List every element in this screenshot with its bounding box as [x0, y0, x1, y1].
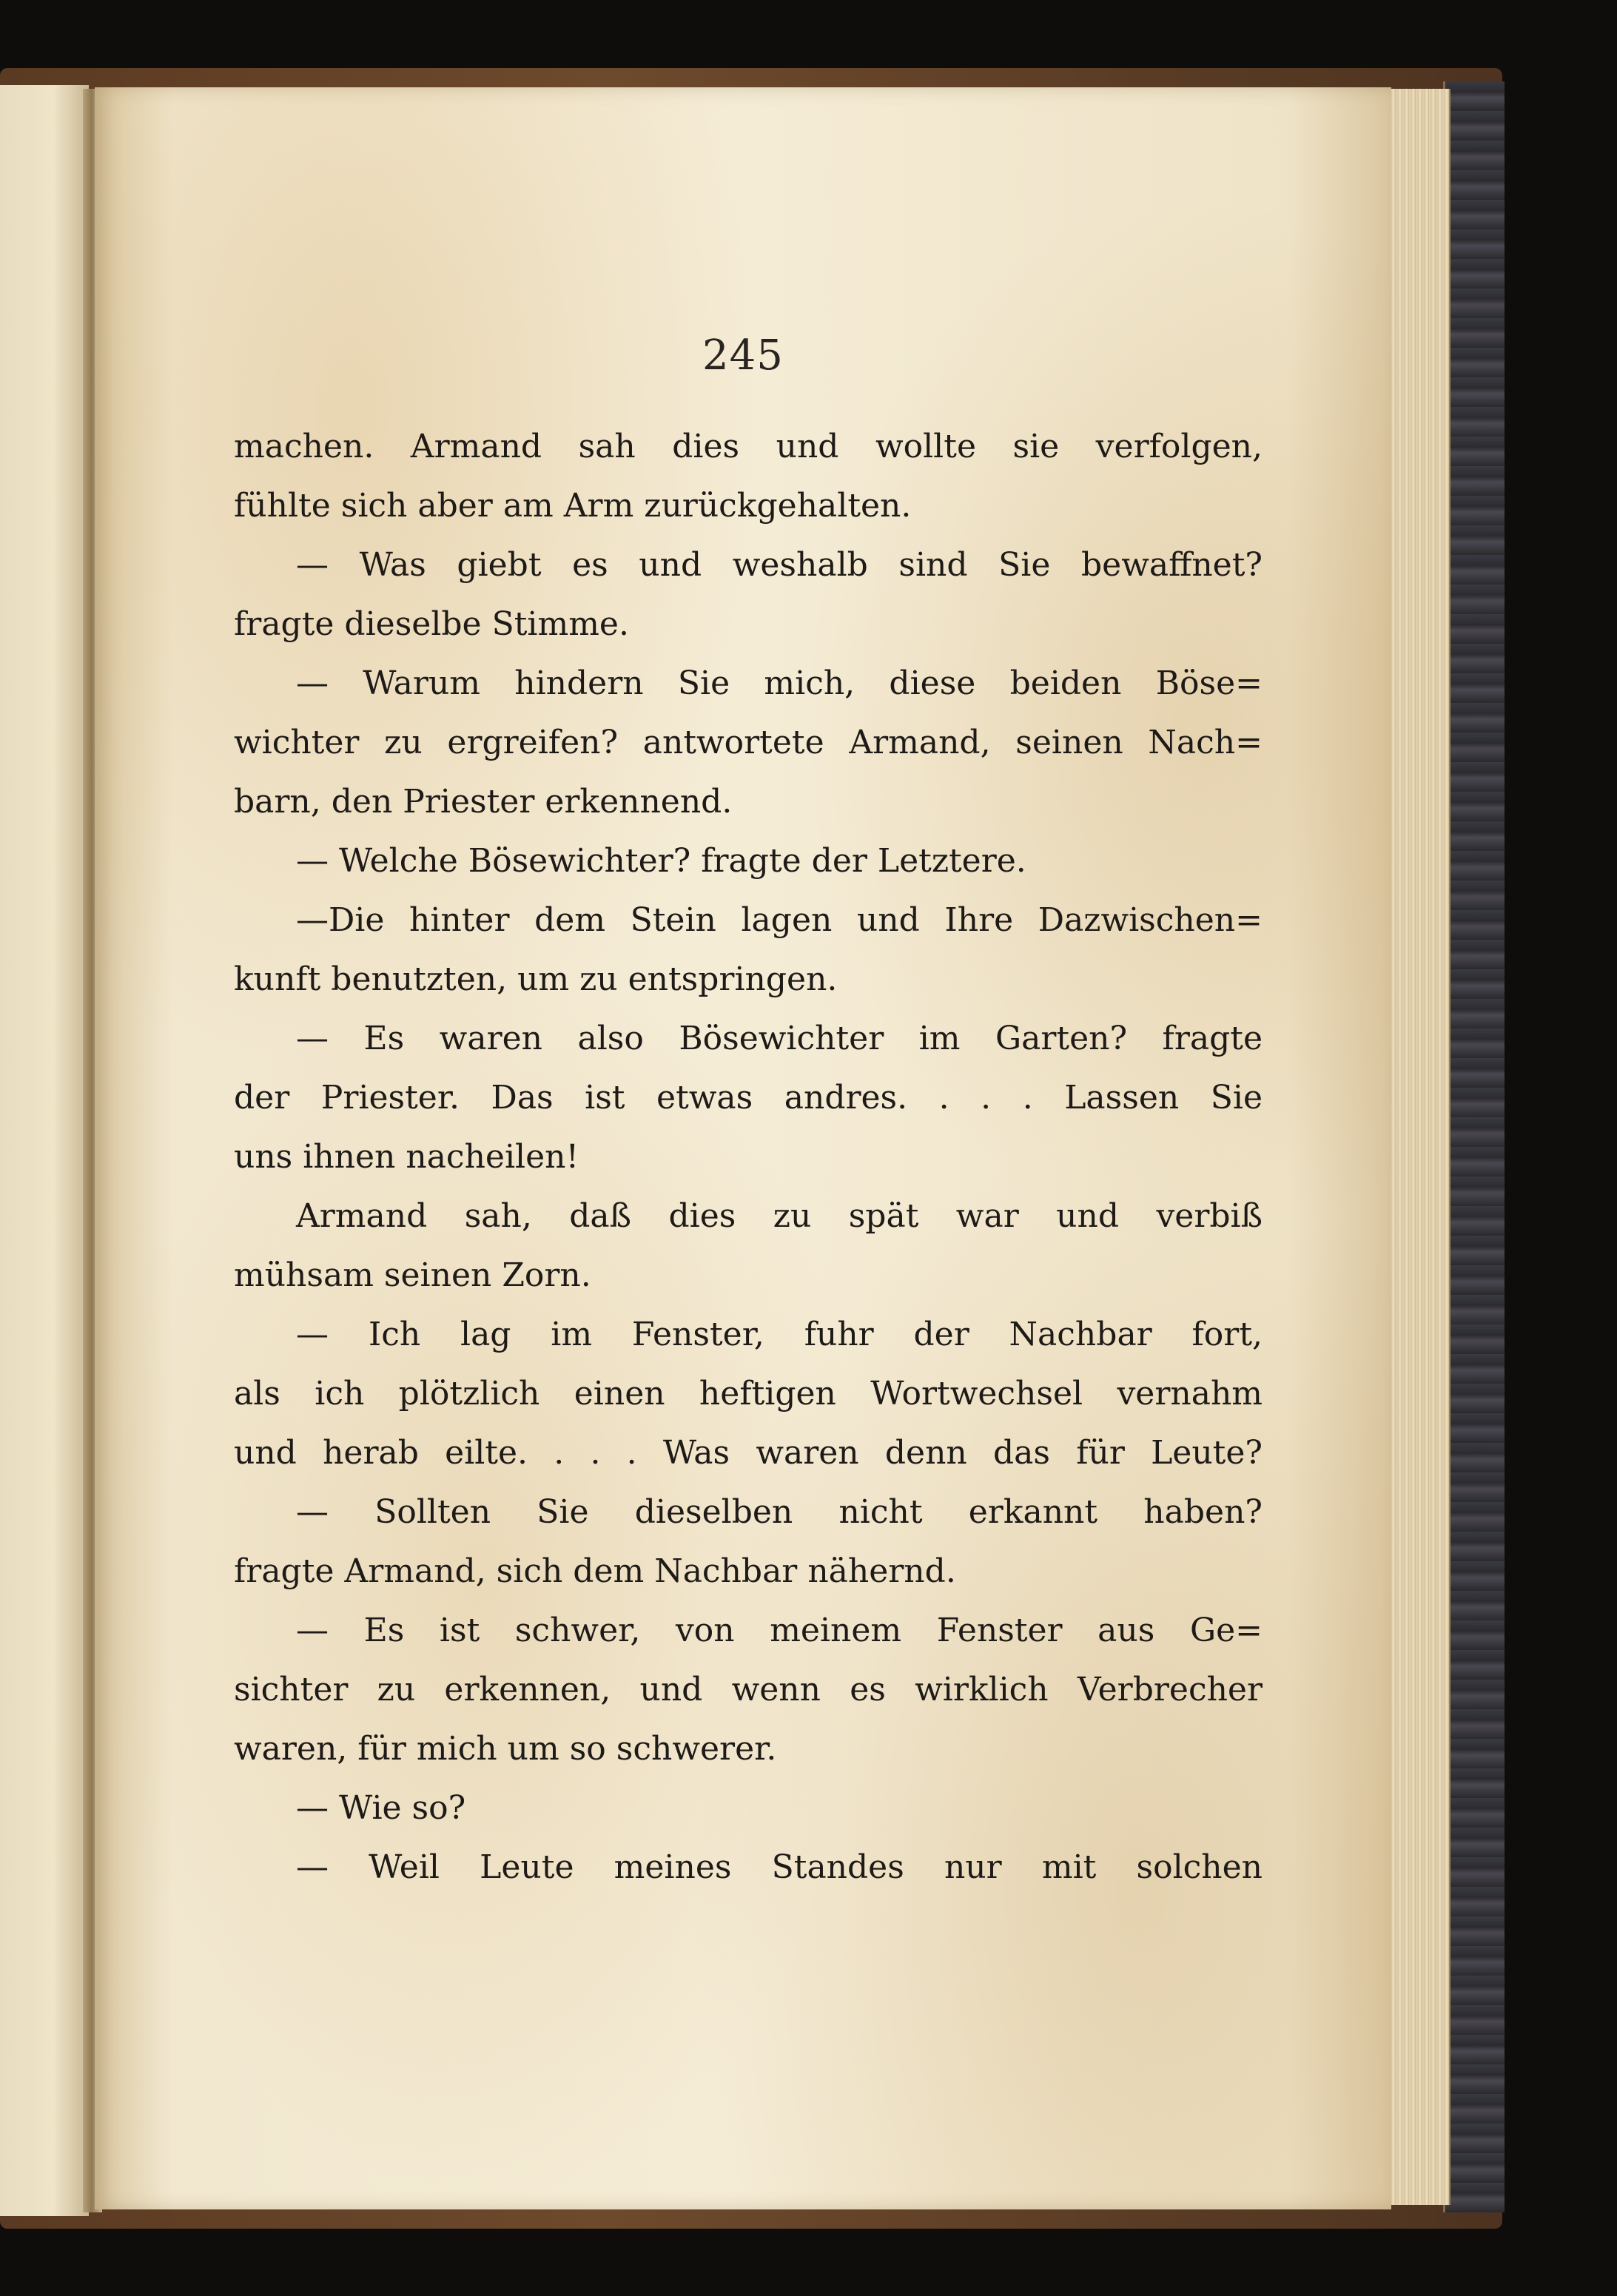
text-line: als ich plötzlich einen heftigen Wortwechsel vernahm — [234, 1375, 1263, 1413]
text-line: — Es waren also Bösewichter im Garten? fragte — [296, 1020, 1263, 1057]
text-line: —Die hinter dem Stein lagen und Ihre Dazwischen= — [296, 901, 1263, 939]
text-line: kunft benutzten, um zu entspringen. — [234, 960, 838, 998]
text-line: — Welche Bösewichter? fragte der Letztere. — [296, 842, 1026, 880]
text-line: der Priester. Das ist etwas andres. . . . Lassen Sie — [234, 1079, 1263, 1117]
text-line: fragte Armand, sich dem Nachbar nähernd. — [234, 1552, 956, 1590]
text-body — [234, 417, 1263, 1897]
text-line: wichter zu ergreifen? antwortete Armand, seinen Nach= — [234, 724, 1263, 761]
text-line: — Was giebt es und weshalb sind Sie bewaffnet? — [296, 546, 1263, 584]
marbled-cover-edge — [1443, 81, 1505, 2212]
text-line: machen. Armand sah dies und wollte sie verfolgen, — [234, 428, 1263, 465]
left-page — [0, 85, 89, 2216]
text-line: — Weil Leute meines Standes nur mit solchen — [296, 1848, 1263, 1886]
text-line: — Wie so? — [296, 1789, 466, 1827]
text-line: — Es ist schwer, von meinem Fenster aus Ge= — [296, 1612, 1263, 1649]
text-line: uns ihnen nacheilen! — [234, 1138, 579, 1176]
text-line: Armand sah, daß dies zu spät war und verbiß — [296, 1197, 1263, 1235]
text-line: und herab eilte. . . . Was waren denn das für Leute? — [234, 1434, 1263, 1472]
text-line: waren, für mich um so schwerer. — [234, 1730, 777, 1768]
text-line: fühlte sich aber am Arm zurückgehalten. — [234, 487, 912, 525]
right-page — [95, 87, 1391, 2209]
text-line: fragte dieselbe Stimme. — [234, 605, 629, 643]
text-line: — Warum hindern Sie mich, diese beiden Böse= — [296, 664, 1263, 702]
text-line: mühsam seinen Zorn. — [234, 1256, 591, 1294]
text-line: sichter zu erkennen, und wenn es wirklich Verbrecher — [234, 1671, 1263, 1708]
page-number: 245 — [702, 331, 784, 380]
text-line: — Sollten Sie dieselben nicht erkannt haben? — [296, 1493, 1263, 1531]
text-line: — Ich lag im Fenster, fuhr der Nachbar fort, — [296, 1316, 1263, 1353]
page-edges — [1382, 89, 1450, 2205]
text-line: barn, den Priester erkennend. — [234, 783, 733, 821]
